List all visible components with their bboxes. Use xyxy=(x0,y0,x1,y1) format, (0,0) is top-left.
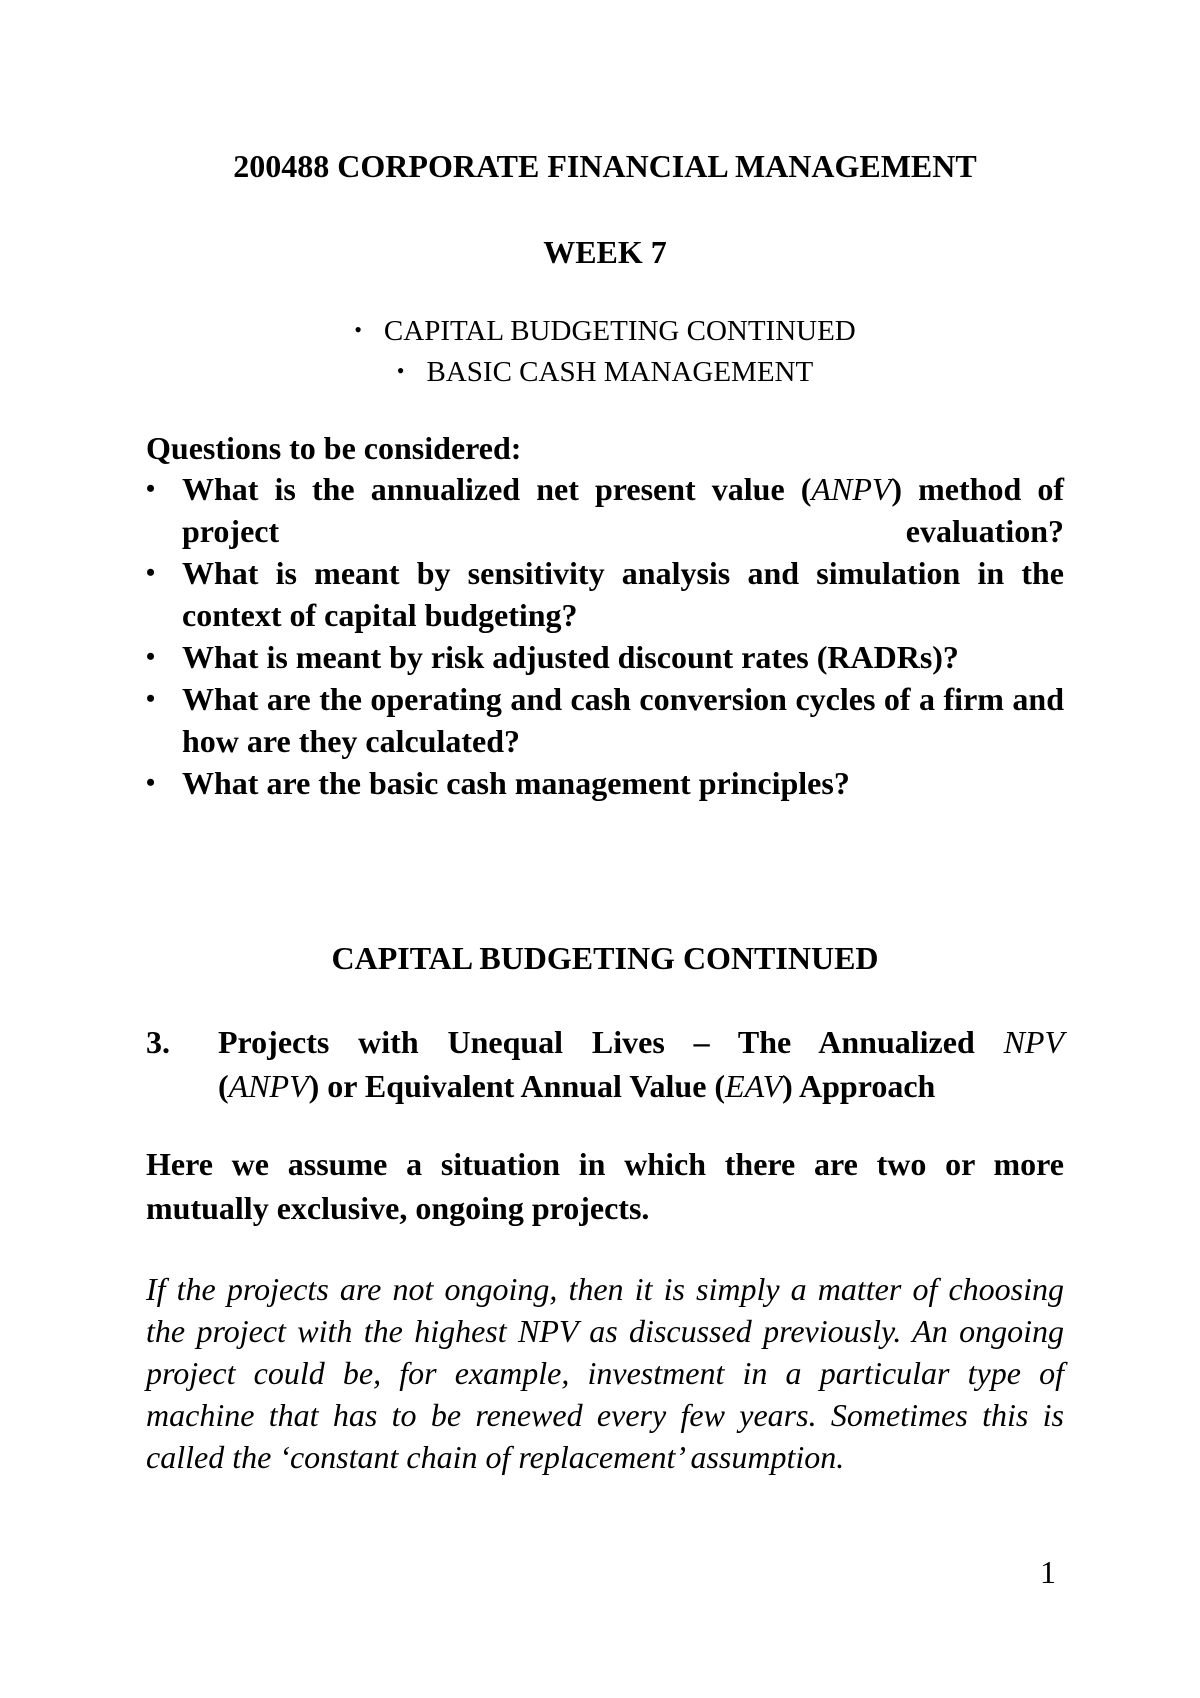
question-item xyxy=(146,762,1064,804)
bullet-icon: • xyxy=(396,358,405,383)
bullet-icon: • xyxy=(146,558,156,587)
topic-label: BASIC CASH MANAGEMENT xyxy=(426,356,814,388)
question-item xyxy=(146,552,1064,636)
course-title: 200488 CORPORATE FINANCIAL MANAGEMENT xyxy=(233,148,977,184)
heading-part: ( xyxy=(218,1068,229,1104)
item-number: 3. xyxy=(146,1024,170,1060)
heading-part: Projects with Unequal Lives – The Annualized xyxy=(218,1024,1004,1060)
question-text: What is meant by sensitivity analysis and simulation in the context of capital budgeting? xyxy=(182,555,1064,633)
bullet-icon: • xyxy=(354,317,362,342)
page-number: 1 xyxy=(1040,1554,1056,1590)
questions-heading: Questions to be considered: xyxy=(146,430,522,466)
numbered-heading xyxy=(146,1020,1064,1108)
topic-label: CAPITAL BUDGETING CONTINUED xyxy=(383,315,856,347)
question-text: What are the operating and cash conversion cycles of a firm and how are they calculated? xyxy=(182,681,1064,759)
heading-italic: ANPV xyxy=(228,1068,309,1104)
question-text: What is the annualized net present value ( xyxy=(182,471,812,507)
week-heading: WEEK 7 xyxy=(543,234,667,270)
heading-italic: NPV xyxy=(1003,1024,1064,1060)
question-item xyxy=(146,678,1064,762)
section-heading: CAPITAL BUDGETING CONTINUED xyxy=(331,940,879,976)
question-italic: ANPV xyxy=(811,471,892,507)
assumption-paragraph: Here we assume a situation in which there are two or more mutually exclusive, ongoing projects. xyxy=(146,1146,1064,1226)
heading-part: ) or Equivalent Annual Value ( xyxy=(308,1068,726,1104)
questions-list xyxy=(146,468,1064,804)
question-text: What are the basic cash management principles? xyxy=(182,765,850,801)
question-text: What is meant by risk adjusted discount rates (RADRs)? xyxy=(182,639,959,675)
bullet-icon: • xyxy=(146,768,156,797)
numbered-heading-line xyxy=(218,1020,1064,1064)
bullet-icon: • xyxy=(146,642,156,671)
question-item xyxy=(146,468,1064,552)
bullet-icon: • xyxy=(146,684,156,713)
numbered-heading-text xyxy=(218,1020,1064,1108)
question-text: ) method of project evaluation? xyxy=(182,471,1065,549)
italic-paragraph: If the projects are not ongoing, then it is simply a matter of choosing the project with the highest NPV as discussed previously. An ongoing project could be, for example, investment in a particular type of machine that has to be renewed every few years. Sometimes this is called the ‘constant chain of replacement’ assumption. xyxy=(146,1271,1064,1475)
bullet-icon: • xyxy=(146,474,156,503)
heading-italic: EAV xyxy=(725,1068,783,1104)
topic-item xyxy=(146,310,1064,351)
numbered-heading-line xyxy=(218,1064,1064,1108)
topic-item xyxy=(146,351,1064,392)
topics-list xyxy=(146,310,1064,392)
question-item xyxy=(146,636,1064,678)
heading-part: ) Approach xyxy=(782,1068,936,1104)
